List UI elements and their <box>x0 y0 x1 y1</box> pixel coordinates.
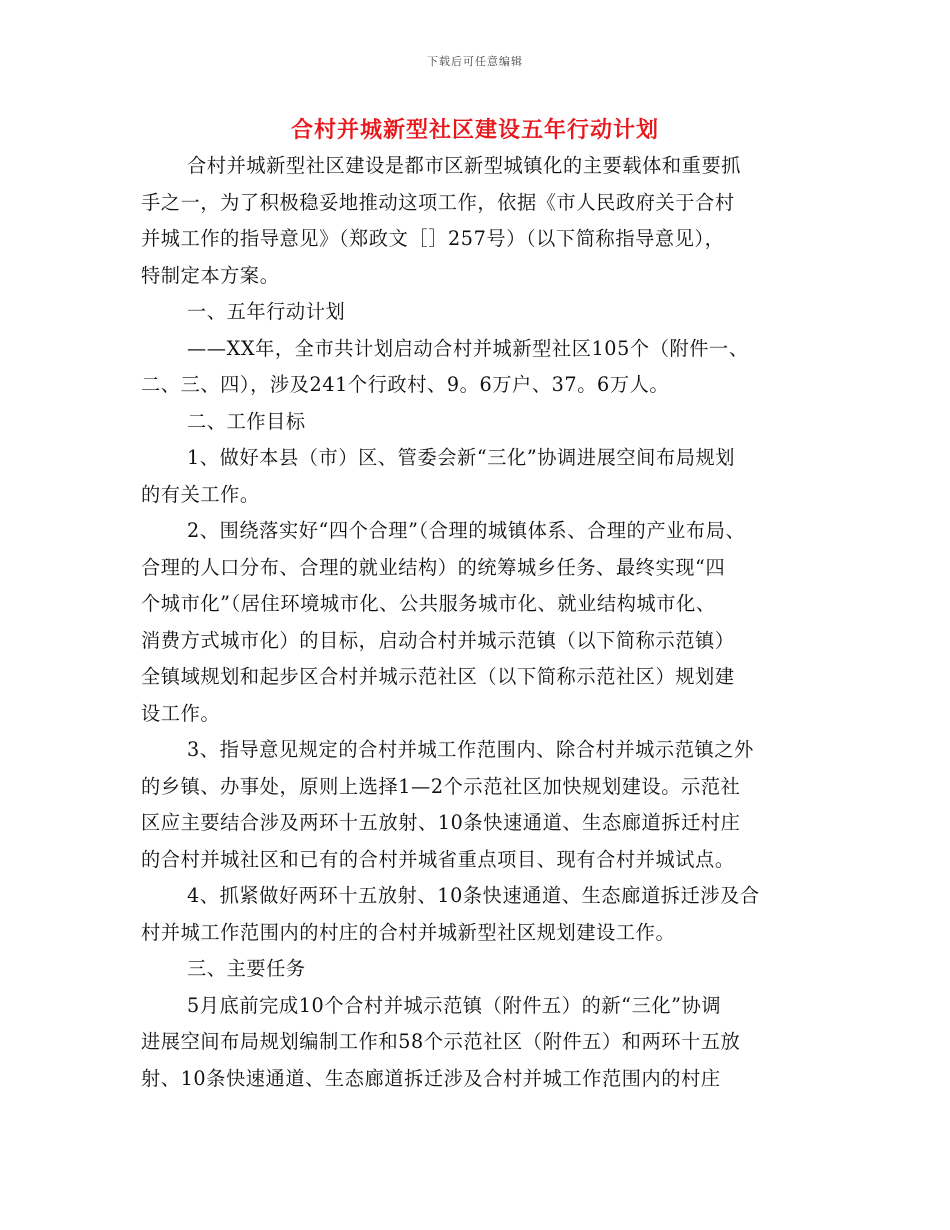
text-line: 消费方式城市化）的目标，启动合村并城示范镇（以下简称示范镇） <box>141 628 735 652</box>
text-line: 区应主要结合涉及两环十五放射、10条快速通道、生态廊道拆迁村庄 <box>141 811 741 834</box>
text-line: 个城市化”（居住环境城市化、公共服务城市化、就业结构城市化、 <box>141 592 716 615</box>
text-line: 合理的人口分布、合理的就业结构）的统筹城乡任务、最终实现“四 <box>141 555 726 579</box>
text-line: 村并城工作范围内的村庄的合村并城新型社区规划建设工作。 <box>141 920 676 944</box>
text-line: 二、三、四），涉及241个行政村、9。6万户、37。6万人。 <box>141 373 670 396</box>
text-line: ——XX年，全市共计划启动合村并城新型社区105个（附件一、 <box>187 336 749 360</box>
text-line: 2、围绕落实好“四个合理”（合理的城镇体系、合理的产业布局、 <box>187 519 746 542</box>
text-line: 设工作。 <box>141 701 221 725</box>
text-line: 的合村并城社区和已有的合村并城省重点项目、现有合村并城试点。 <box>141 847 735 871</box>
text-line: 进展空间布局规划编制工作和58个示范社区（附件五）和两环十五放 <box>141 1030 741 1053</box>
text-line: 并城工作的指导意见》（郑政文［］257号）（以下简称指导意见）， <box>141 227 725 250</box>
text-line: 5月底前完成10个合村并城示范镇（附件五）的新“三化”协调 <box>187 993 722 1017</box>
text-line: 的乡镇、办事处，原则上选择1—2个示范社区加快规划建设。示范社 <box>141 774 741 798</box>
text-line: 合村并城新型社区建设是都市区新型城镇化的主要载体和重要抓 <box>187 154 742 177</box>
document-body <box>141 148 813 1097</box>
text-line: 射、10条快速通道、生态廊道拆迁涉及合村并城工作范围内的村庄 <box>141 1066 721 1090</box>
text-line: 3、指导意见规定的合村并城工作范围内、除合村并城示范镇之外 <box>187 738 754 761</box>
text-line: 的有关工作。 <box>141 482 260 506</box>
header-note: 下载后可任意编辑 <box>427 55 523 68</box>
text-line: 1、做好本县（市）区、管委会新“三化”协调进展空间布局规划 <box>187 446 736 469</box>
text-line: 手之一，为了积极稳妥地推动这项工作，依据《市人民政府关于合村 <box>141 190 735 214</box>
text-line: 一、五年行动计划 <box>187 300 346 323</box>
text-line: 二、工作目标 <box>187 409 306 433</box>
text-line: 4、抓紧做好两环十五放射、10条快速通道、生态廊道拆迁涉及合 <box>187 884 760 907</box>
text-line: 全镇域规划和起步区合村并城示范社区（以下简称示范社区）规划建 <box>141 665 735 688</box>
text-line: 特制定本方案。 <box>141 263 280 287</box>
document-title: 合村并城新型社区建设五年行动计划 <box>290 117 659 143</box>
text-line: 三、主要任务 <box>187 957 306 980</box>
